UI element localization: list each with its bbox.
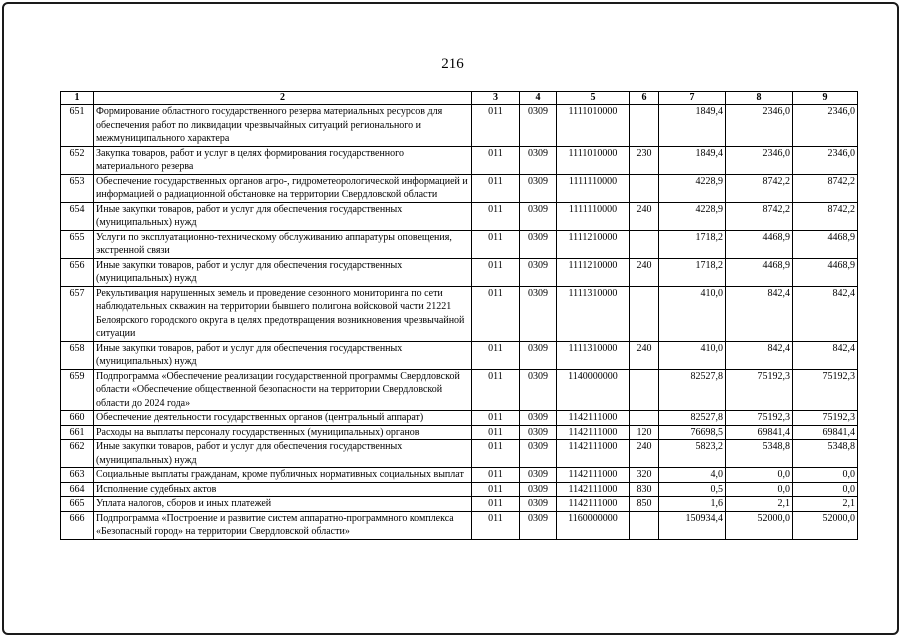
- expense-type-cell: [630, 511, 659, 539]
- table-row: [61, 440, 858, 468]
- amount-col8-cell: 75192,3: [726, 369, 793, 411]
- header-cell: 9: [793, 92, 858, 105]
- amount-col7-cell: 1718,2: [659, 230, 726, 258]
- section-code-cell: 0309: [520, 497, 557, 512]
- ministry-code-cell: 011: [472, 497, 520, 512]
- header-cell: 3: [472, 92, 520, 105]
- amount-col7-cell: 82527,8: [659, 369, 726, 411]
- row-name-cell: Иные закупки товаров, работ и услуг для обеспечения государственных (муниципальных) нужд: [94, 341, 472, 369]
- amount-col7-cell: 4,0: [659, 468, 726, 483]
- amount-col8-cell: 842,4: [726, 341, 793, 369]
- row-name-cell: Услуги по эксплуатационно-техническому обслуживанию аппаратуры оповещения, экстренной связи: [94, 230, 472, 258]
- amount-col9-cell: 2346,0: [793, 146, 858, 174]
- row-name-cell: Расходы на выплаты персоналу государственных (муниципальных) органов: [94, 425, 472, 440]
- expense-type-cell: [630, 369, 659, 411]
- header-cell: 8: [726, 92, 793, 105]
- expense-type-cell: 830: [630, 482, 659, 497]
- amount-col9-cell: 52000,0: [793, 511, 858, 539]
- expense-type-cell: 240: [630, 440, 659, 468]
- target-article-cell: 1142111000: [557, 440, 630, 468]
- target-article-cell: 1140000000: [557, 369, 630, 411]
- expense-type-cell: 240: [630, 258, 659, 286]
- ministry-code-cell: 011: [472, 174, 520, 202]
- table-row: [61, 411, 858, 426]
- expense-type-cell: 240: [630, 202, 659, 230]
- amount-col7-cell: 1849,4: [659, 105, 726, 147]
- row-name-cell: Иные закупки товаров, работ и услуг для обеспечения государственных (муниципальных) нужд: [94, 440, 472, 468]
- amount-col9-cell: 8742,2: [793, 174, 858, 202]
- amount-col9-cell: 2,1: [793, 497, 858, 512]
- amount-col8-cell: 2346,0: [726, 105, 793, 147]
- target-article-cell: 1111110000: [557, 202, 630, 230]
- amount-col8-cell: 0,0: [726, 468, 793, 483]
- expense-type-cell: 320: [630, 468, 659, 483]
- row-name-cell: Социальные выплаты гражданам, кроме публичных нормативных социальных выплат: [94, 468, 472, 483]
- table-row: [61, 105, 858, 147]
- header-cell: 2: [94, 92, 472, 105]
- expense-type-cell: 230: [630, 146, 659, 174]
- section-code-cell: 0309: [520, 411, 557, 426]
- amount-col7-cell: 410,0: [659, 341, 726, 369]
- table-row: [61, 497, 858, 512]
- table-row: [61, 482, 858, 497]
- amount-col8-cell: 8742,2: [726, 202, 793, 230]
- target-article-cell: 1111310000: [557, 341, 630, 369]
- amount-col8-cell: 842,4: [726, 286, 793, 341]
- table-body: [61, 105, 858, 540]
- row-name-cell: Уплата налогов, сборов и иных платежей: [94, 497, 472, 512]
- target-article-cell: 1111010000: [557, 146, 630, 174]
- amount-col7-cell: 4228,9: [659, 202, 726, 230]
- row-name-cell: Формирование областного государственного резерва материальных ресурсов для обеспечения работ по ликвидации чрезвычайных ситуаций регионального и межмуниципального характера: [94, 105, 472, 147]
- section-code-cell: 0309: [520, 230, 557, 258]
- ministry-code-cell: 011: [472, 341, 520, 369]
- target-article-cell: 1142111000: [557, 425, 630, 440]
- row-number-cell: 665: [61, 497, 94, 512]
- amount-col8-cell: 2,1: [726, 497, 793, 512]
- target-article-cell: 1111210000: [557, 230, 630, 258]
- amount-col7-cell: 0,5: [659, 482, 726, 497]
- table-row: [61, 230, 858, 258]
- target-article-cell: 1142111000: [557, 497, 630, 512]
- ministry-code-cell: 011: [472, 468, 520, 483]
- ministry-code-cell: 011: [472, 286, 520, 341]
- header-cell: 4: [520, 92, 557, 105]
- expense-type-cell: [630, 174, 659, 202]
- target-article-cell: 1160000000: [557, 511, 630, 539]
- expense-type-cell: 850: [630, 497, 659, 512]
- row-name-cell: Подпрограмма «Обеспечение реализации государственной программы Свердловской области «Обеспечение общественной безопасности на территории Свердловской области до 2024 года»: [94, 369, 472, 411]
- row-number-cell: 658: [61, 341, 94, 369]
- amount-col8-cell: 4468,9: [726, 230, 793, 258]
- section-code-cell: 0309: [520, 440, 557, 468]
- amount-col8-cell: 4468,9: [726, 258, 793, 286]
- amount-col7-cell: 150934,4: [659, 511, 726, 539]
- table-row: [61, 425, 858, 440]
- target-article-cell: 1111110000: [557, 174, 630, 202]
- row-name-cell: Обеспечение деятельности государственных органов (центральный аппарат): [94, 411, 472, 426]
- expense-type-cell: 240: [630, 341, 659, 369]
- amount-col7-cell: 1718,2: [659, 258, 726, 286]
- row-number-cell: 662: [61, 440, 94, 468]
- amount-col7-cell: 410,0: [659, 286, 726, 341]
- ministry-code-cell: 011: [472, 258, 520, 286]
- amount-col9-cell: 842,4: [793, 341, 858, 369]
- section-code-cell: 0309: [520, 105, 557, 147]
- section-code-cell: 0309: [520, 369, 557, 411]
- row-name-cell: Закупка товаров, работ и услуг в целях формирования государственного материального резерва: [94, 146, 472, 174]
- table-row: [61, 146, 858, 174]
- ministry-code-cell: 011: [472, 230, 520, 258]
- budget-table: [60, 91, 858, 540]
- amount-col9-cell: 5348,8: [793, 440, 858, 468]
- amount-col8-cell: 5348,8: [726, 440, 793, 468]
- row-number-cell: 661: [61, 425, 94, 440]
- row-number-cell: 657: [61, 286, 94, 341]
- amount-col8-cell: 2346,0: [726, 146, 793, 174]
- amount-col7-cell: 5823,2: [659, 440, 726, 468]
- amount-col8-cell: 52000,0: [726, 511, 793, 539]
- table-row: [61, 369, 858, 411]
- section-code-cell: 0309: [520, 341, 557, 369]
- row-number-cell: 655: [61, 230, 94, 258]
- expense-type-cell: [630, 230, 659, 258]
- page-number: 216: [441, 56, 464, 72]
- amount-col8-cell: 8742,2: [726, 174, 793, 202]
- row-number-cell: 663: [61, 468, 94, 483]
- table-row: [61, 511, 858, 539]
- row-name-cell: Рекультивация нарушенных земель и проведение сезонного мониторинга по сети наблюдательных скважин на территории бывшего полигона войсковой части 21221 Белоярского городского округа в целях предотвращения возникновения чрезвычайной ситуации: [94, 286, 472, 341]
- amount-col9-cell: 0,0: [793, 482, 858, 497]
- row-name-cell: Исполнение судебных актов: [94, 482, 472, 497]
- table-header-row: [61, 92, 858, 105]
- row-number-cell: 666: [61, 511, 94, 539]
- target-article-cell: 1111310000: [557, 286, 630, 341]
- amount-col7-cell: 1,6: [659, 497, 726, 512]
- section-code-cell: 0309: [520, 286, 557, 341]
- expense-type-cell: [630, 411, 659, 426]
- amount-col9-cell: 4468,9: [793, 230, 858, 258]
- ministry-code-cell: 011: [472, 202, 520, 230]
- row-number-cell: 660: [61, 411, 94, 426]
- target-article-cell: 1111010000: [557, 105, 630, 147]
- amount-col8-cell: 75192,3: [726, 411, 793, 426]
- ministry-code-cell: 011: [472, 511, 520, 539]
- amount-col9-cell: 2346,0: [793, 105, 858, 147]
- ministry-code-cell: 011: [472, 425, 520, 440]
- amount-col9-cell: 75192,3: [793, 369, 858, 411]
- amount-col9-cell: 842,4: [793, 286, 858, 341]
- row-number-cell: 652: [61, 146, 94, 174]
- ministry-code-cell: 011: [472, 482, 520, 497]
- header-cell: 1: [61, 92, 94, 105]
- row-name-cell: Обеспечение государственных органов агро-, гидрометеорологической информацией и информацией о радиационной обстановке на территории Свердловской области: [94, 174, 472, 202]
- section-code-cell: 0309: [520, 425, 557, 440]
- section-code-cell: 0309: [520, 468, 557, 483]
- row-name-cell: Иные закупки товаров, работ и услуг для обеспечения государственных (муниципальных) нужд: [94, 202, 472, 230]
- row-number-cell: 659: [61, 369, 94, 411]
- row-number-cell: 656: [61, 258, 94, 286]
- section-code-cell: 0309: [520, 174, 557, 202]
- section-code-cell: 0309: [520, 511, 557, 539]
- header-cell: 7: [659, 92, 726, 105]
- section-code-cell: 0309: [520, 482, 557, 497]
- amount-col9-cell: 8742,2: [793, 202, 858, 230]
- amount-col7-cell: 76698,5: [659, 425, 726, 440]
- amount-col9-cell: 0,0: [793, 468, 858, 483]
- row-number-cell: 651: [61, 105, 94, 147]
- section-code-cell: 0309: [520, 146, 557, 174]
- amount-col9-cell: 4468,9: [793, 258, 858, 286]
- amount-col7-cell: 4228,9: [659, 174, 726, 202]
- target-article-cell: 1142111000: [557, 411, 630, 426]
- table-row: [61, 468, 858, 483]
- table-row: [61, 174, 858, 202]
- amount-col8-cell: 69841,4: [726, 425, 793, 440]
- ministry-code-cell: 011: [472, 105, 520, 147]
- amount-col7-cell: 1849,4: [659, 146, 726, 174]
- table-row: [61, 258, 858, 286]
- target-article-cell: 1111210000: [557, 258, 630, 286]
- ministry-code-cell: 011: [472, 440, 520, 468]
- amount-col7-cell: 82527,8: [659, 411, 726, 426]
- amount-col9-cell: 69841,4: [793, 425, 858, 440]
- row-number-cell: 653: [61, 174, 94, 202]
- expense-type-cell: 120: [630, 425, 659, 440]
- target-article-cell: 1142111000: [557, 482, 630, 497]
- ministry-code-cell: 011: [472, 146, 520, 174]
- expense-type-cell: [630, 105, 659, 147]
- row-name-cell: Иные закупки товаров, работ и услуг для обеспечения государственных (муниципальных) нужд: [94, 258, 472, 286]
- header-cell: 5: [557, 92, 630, 105]
- table-row: [61, 202, 858, 230]
- section-code-cell: 0309: [520, 258, 557, 286]
- ministry-code-cell: 011: [472, 369, 520, 411]
- table-row: [61, 341, 858, 369]
- row-name-cell: Подпрограмма «Построение и развитие систем аппаратно-программного комплекса «Безопасный город» на территории Свердловской области»: [94, 511, 472, 539]
- amount-col8-cell: 0,0: [726, 482, 793, 497]
- expense-type-cell: [630, 286, 659, 341]
- amount-col9-cell: 75192,3: [793, 411, 858, 426]
- ministry-code-cell: 011: [472, 411, 520, 426]
- table-row: [61, 286, 858, 341]
- section-code-cell: 0309: [520, 202, 557, 230]
- header-cell: 6: [630, 92, 659, 105]
- row-number-cell: 654: [61, 202, 94, 230]
- row-number-cell: 664: [61, 482, 94, 497]
- target-article-cell: 1142111000: [557, 468, 630, 483]
